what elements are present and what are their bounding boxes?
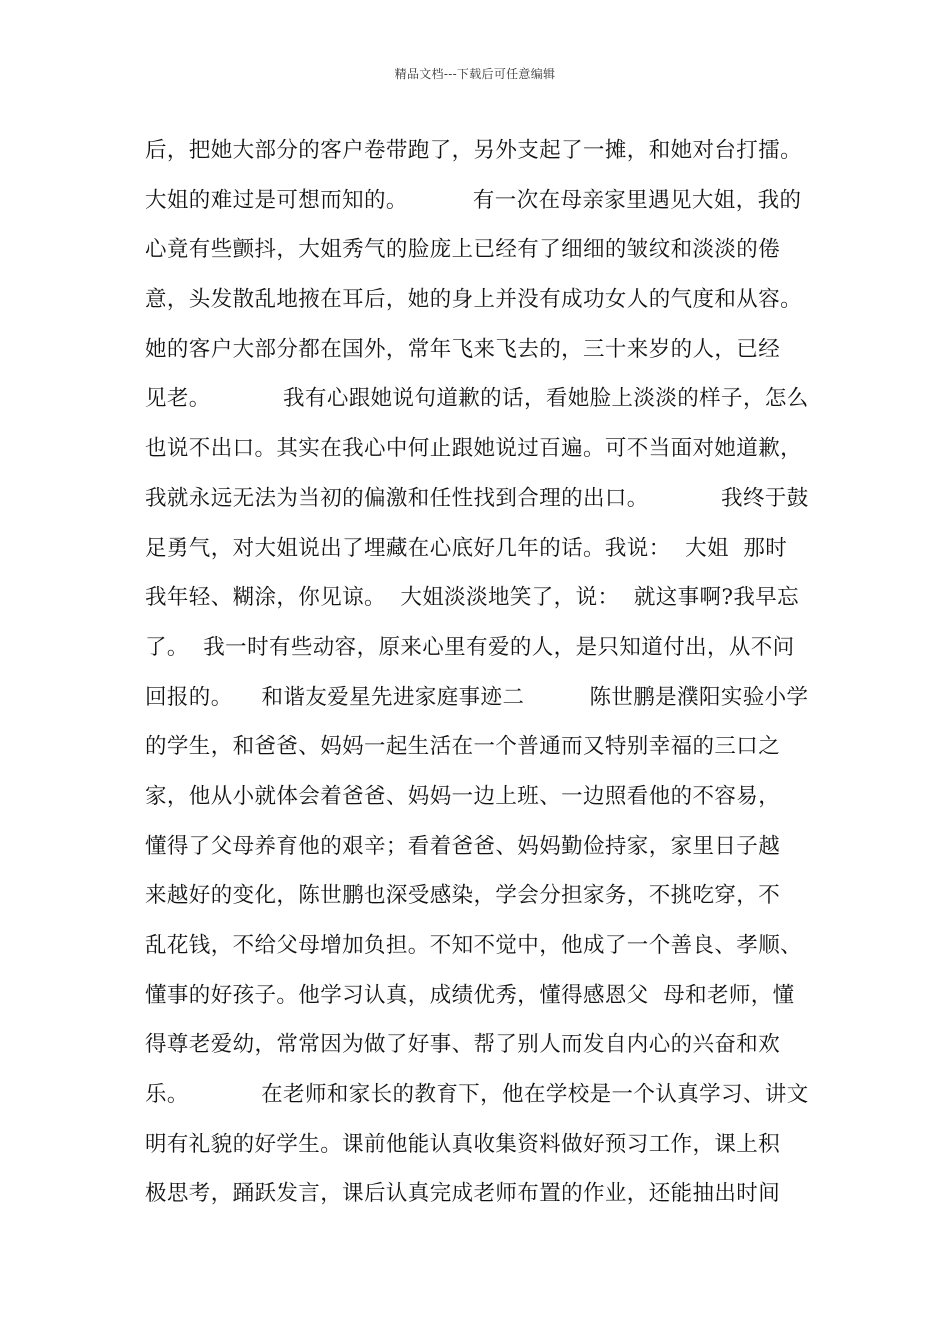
text-line: 乱花钱，不给父母增加负担。不知不觉中，他成了一个善良、孝顺、 xyxy=(145,933,803,958)
text-line: 乐。 在老师和家长的教育下，他在学校是一个认真学习、讲文 xyxy=(145,1082,809,1108)
text-line: 懂事的好孩子。他学习认真，成绩优秀，懂得感恩父 母和老师，懂 xyxy=(145,982,795,1008)
text-line: 的学生，和爸爸、妈妈一起生活在一个普通而又特别幸福的三口之 xyxy=(145,734,781,760)
text-line: 后，把她大部分的客户卷带跑了，另外支起了一摊，和她对台打擂。 xyxy=(145,138,803,163)
text-line: 回报的。 和谐友爱星先进家庭事迹二 陈世鹏是濮阳实验小学 xyxy=(145,684,809,710)
text-line: 明有礼貌的好学生。课前他能认真收集资料做好预习工作，课上积 xyxy=(145,1131,781,1157)
text-line: 我就永远无法为当初的偏激和任性找到合理的出口。 我终于鼓 xyxy=(145,485,809,511)
text-line: 懂得了父母养育他的艰辛；看着爸爸、妈妈勤俭持家，家里日子越 xyxy=(145,833,781,859)
text-line: 也说不出口。其实在我心中何止跟她说过百遍。可不当面对她道歉， xyxy=(145,436,803,462)
page-header: 精品文档---下载后可任意编辑 xyxy=(394,67,556,81)
text-line: 意，头发散乱地掖在耳后，她的身上并没有成功女人的气度和从容。 xyxy=(145,287,803,313)
text-line: 心竟有些颤抖，大姐秀气的脸庞上已经有了细细的皱纹和淡淡的倦 xyxy=(145,237,781,263)
text-line: 得尊老爱幼，常常因为做了好事、帮了别人而发自内心的兴奋和欢 xyxy=(145,1032,781,1058)
text-line: 大姐的难过是可想而知的。 有一次在母亲家里遇见大姐，我的 xyxy=(145,187,802,213)
text-line: 足勇气，对大姐说出了埋藏在心底好几年的话。我说： 大姐 那时 xyxy=(145,535,788,561)
text-line: 我年轻、糊涂，你见谅。 大姐淡淡地笑了，说： 就这事啊?我早忘 xyxy=(145,585,800,611)
text-line: 她的客户大部分都在国外，常年飞来飞去的，三十来岁的人，已经 xyxy=(145,336,781,362)
text-line: 来越好的变化，陈世鹏也深受感染，学会分担家务，不挑吃穿，不 xyxy=(145,883,781,909)
body-text xyxy=(145,133,835,1226)
text-line: 家，他从小就体会着爸爸、妈妈一边上班、一边照看他的不容易， xyxy=(145,783,781,809)
text-line: 见老。 我有心跟她说句道歉的话，看她脸上淡淡的样子，怎么 xyxy=(145,386,809,412)
text-line: 极思考，踊跃发言，课后认真完成老师布置的作业，还能抽出时间 xyxy=(145,1181,781,1207)
text-line: 了。 我一时有些动容，原来心里有爱的人，是只知道付出，从不问 xyxy=(145,634,795,660)
